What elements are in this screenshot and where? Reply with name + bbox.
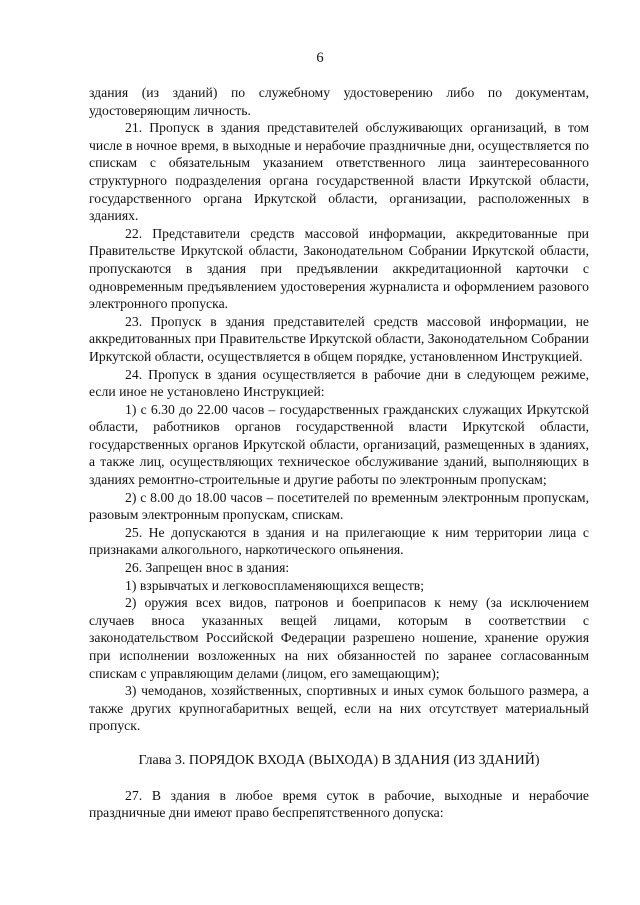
document-body: [89, 84, 589, 822]
paragraph-26-item-1: 1) взрывчатых и легковоспламеняющихся веществ;: [125, 577, 425, 593]
paragraph-26-item-3: 3) чемоданов, хозяйственных, спортивных и иных сумок большого размера, а также других крупногабаритных вещей, если на них отсутствует материальный пропуск.: [89, 683, 589, 734]
paragraph-25: 25. Не допускаются в здания и на прилегающие к ним территории лица с признаками алкогольного, наркотического опьянения.: [89, 524, 589, 558]
paragraph-23: 23. Пропуск в здания представителей средств массовой информации, не аккредитованных при Правительстве Иркутской области, Законодательном Собрании Иркутской области, осуществляется в общем порядке, установленном Инструкцией.: [89, 313, 589, 364]
paragraph-24-item-1: 1) с 6.30 до 22.00 часов – государственных гражданских служащих Иркутской области, работников органов государственной власти Иркутской области, государственных органов Иркутской области, организаций, размещенных в зданиях, а также лиц, осуществляющих техническое обслуживание зданий, выполняющих в зданиях ремонтно-строительные и другие работы по электронным пропускам;: [89, 401, 589, 488]
paragraph-26-item-2: 2) оружия всех видов, патронов и боеприпасов к нему (за исключением случаев вноса указанных вещей лицами, которым в соответствии с законодательством Российской Федерации разрешено ношение, хранение оружия при исполнении возложенных на них обязанностей по заранее согласованным спискам с управляющим делами (лицом, его замещающим);: [89, 595, 589, 681]
paragraph-21: 21. Пропуск в здания представителей обслуживающих организаций, в том числе в ночное время, в выходные и нерабочие праздничные дни, осуществляется по спискам с обязательным указанием ответственного лица заинтересованного структурного подразделения органа государственной власти Иркутской области, государственного органа Иркутской области, организации, расположенных в зданиях.: [89, 120, 589, 224]
paragraph-26: 26. Запрещен внос в здания:: [125, 560, 290, 576]
paragraph-22: 22. Представители средств массовой информации, аккредитованные при Правительстве Иркутской области, Законодательном Собрании Иркутской области, пропускаются в здания при предъявлении аккредитационной карточки с одновременным предъявлением удостоверения журналиста и оформлением разового электронного пропуска.: [89, 225, 589, 312]
paragraph-24-item-2: 2) с 8.00 до 18.00 часов – посетителей по временным электронным пропускам, разовым электронным пропускам, спискам.: [89, 489, 589, 523]
paragraph-27: 27. В здания в любое время суток в рабочие, выходные и нерабочие праздничные дни имеют право беспрепятственного допуска:: [89, 787, 589, 821]
paragraph-continuation: здания (из зданий) по служебному удостоверению либо по документам, удостоверяющим личность.: [89, 85, 589, 118]
chapter-heading: Глава 3. ПОРЯДОК ВХОДА (ВЫХОДА) В ЗДАНИЯ (ИЗ ЗДАНИЙ): [138, 752, 540, 768]
paragraph-24: 24. Пропуск в здания осуществляется в рабочие дни в следующем режиме, если иное не установлено Инструкцией:: [89, 366, 589, 400]
page-number: 6: [316, 50, 324, 66]
